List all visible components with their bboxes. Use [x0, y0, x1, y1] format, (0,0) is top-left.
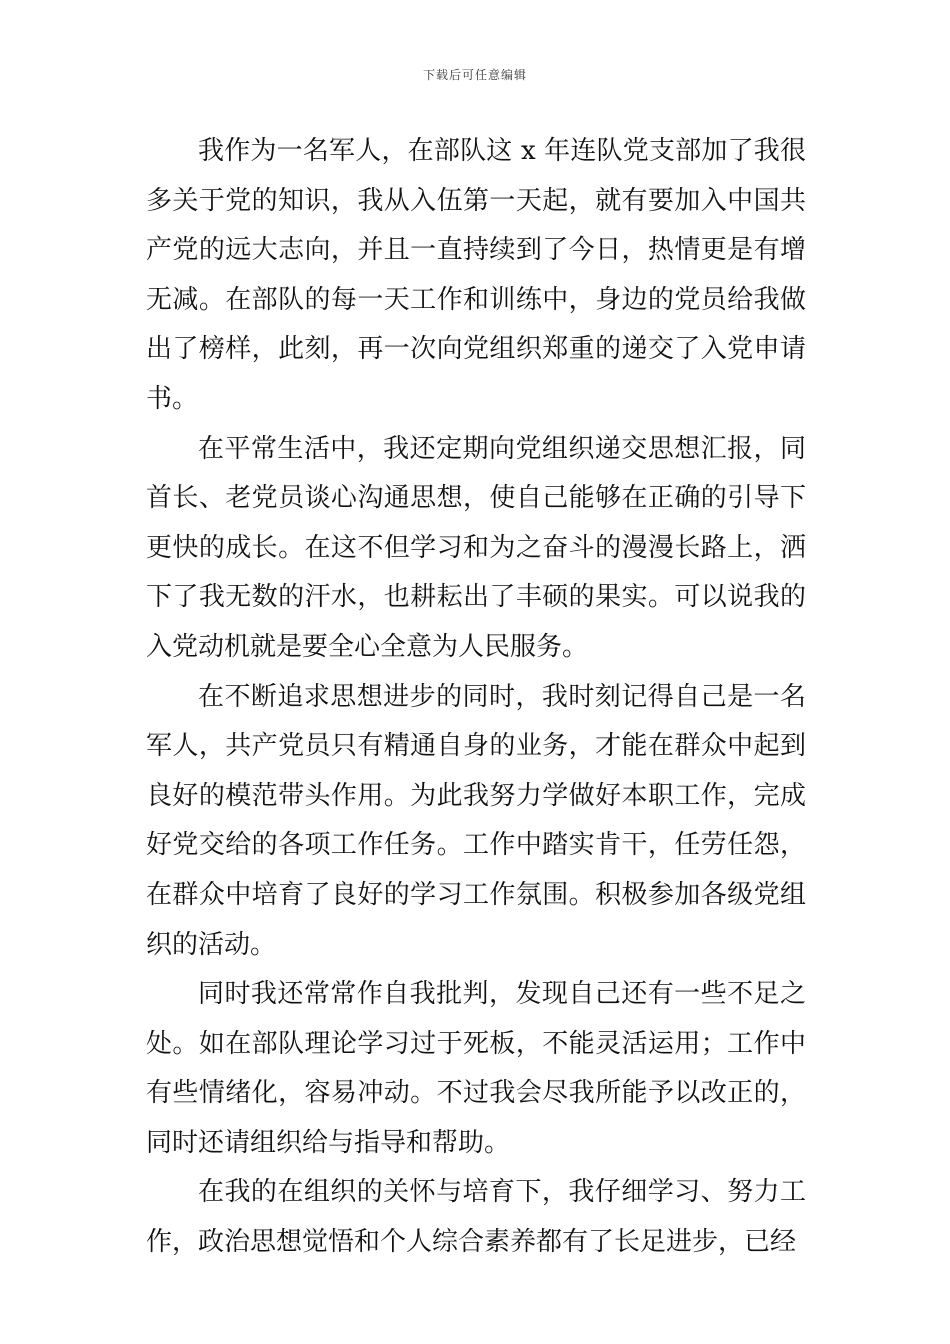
- paragraph: 我作为一名军人，在部队这 x 年连队党支部加了我很多关于党的知识，我从入伍第一天起，就有要加入中国共产党的远大志向，并且一直持续到了今日，热情更是有增无减。在部队的每一天工作和训练中，身边的党员给我做出了榜样，此刻，再一次向党组织郑重的递交了入党申请书。: [146, 136, 806, 414]
- paragraph: 同时我还常常作自我批判，发现自己还有一些不足之处。如在部队理论学习过于死板，不能灵活运用；工作中有些情绪化，容易冲动。不过我会尽我所能予以改正的，同时还请组织给与指导和帮助。: [146, 979, 806, 1158]
- paragraph: 在平常生活中，我还定期向党组织递交思想汇报，同首长、老党员谈心沟通思想，使自己能够在正确的引导下更快的成长。在这不但学习和为之奋斗的漫漫长路上，洒下了我无数的汗水，也耕耘出了丰硕的果实。可以说我的入党动机就是要全心全意为人民服务。: [146, 433, 806, 662]
- page-header: 下载后可任意编辑: [422, 68, 527, 82]
- document-body: [146, 127, 806, 1268]
- paragraph: 在不断追求思想进步的同时，我时刻记得自己是一名军人，共产党员只有精通自身的业务，才能在群众中起到良好的模范带头作用。为此我努力学做好本职工作，完成好党交给的各项工作任务。工作中踏实肯干，任劳任怨，在群众中培育了良好的学习工作氛围。积极参加各级党组织的活动。: [146, 681, 806, 960]
- paragraph: 在我的在组织的关怀与培育下，我仔细学习、努力工作，政治思想觉悟和个人综合素养都有了长足进步，已经: [146, 1177, 806, 1258]
